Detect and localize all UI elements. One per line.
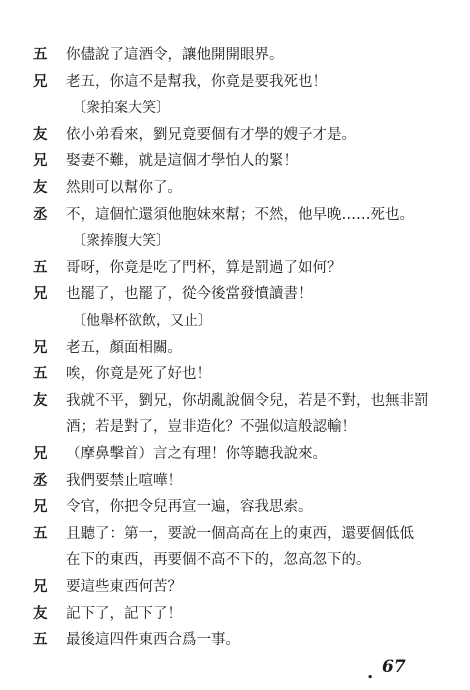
dialogue-text: 我們要禁止喧嘩！ <box>66 472 182 489</box>
speaker-label: 兄 <box>33 72 48 90</box>
stage-direction-text: 〔衆拍案大笑〕 <box>72 100 170 117</box>
dialogue-text: 你儘說了這酒令，讓他開開眼界。 <box>66 47 284 63</box>
page-dot: . <box>367 662 374 683</box>
dialogue-line <box>0 69 470 95</box>
speaker-label: 兄 <box>33 578 48 595</box>
stage-direction <box>0 95 470 121</box>
speaker-label: 五 <box>33 365 48 383</box>
dialogue-text: （摩鼻擊首）言之有理！你等聽我說來。 <box>66 446 327 462</box>
dialogue-text: 記下了，記下了！ <box>66 605 182 622</box>
dialogue-line <box>0 42 470 68</box>
dialogue-line <box>0 148 470 174</box>
dialogue-continuation <box>0 414 470 440</box>
dialogue-line <box>0 281 470 307</box>
page-number: 67 <box>382 657 406 677</box>
stage-direction-text: 〔他舉杯欲飲，又止〕 <box>72 313 212 329</box>
dialogue-text: 老五，你這不是幫我，你竟是要我死也！ <box>66 73 327 90</box>
dialogue-line <box>0 361 470 387</box>
dialogue-text: 娶妻不難，就是這個才學怕人的緊！ <box>66 153 298 170</box>
dialogue-text: 且聽了：第一，要說一個高高在上的東西，還要個低低 <box>66 525 414 542</box>
dialogue-line <box>0 627 470 653</box>
dialogue-text: 老五，顏面相關。 <box>66 339 182 356</box>
dialogue-line <box>0 175 470 201</box>
speaker-label: 兄 <box>33 152 48 170</box>
speaker-label: 兄 <box>33 338 48 356</box>
speaker-label: 五 <box>33 631 48 649</box>
speaker-label: 兄 <box>33 445 48 462</box>
dialogue-line <box>0 388 470 414</box>
speaker-label: 五 <box>33 46 48 63</box>
dialogue-line <box>0 521 470 547</box>
dialogue-line <box>0 441 470 467</box>
dialogue-line <box>0 335 470 361</box>
speaker-label: 友 <box>33 391 48 409</box>
dialogue-text: 也罷了，也罷了，從今後當發憤讀書！ <box>66 286 313 303</box>
speaker-label: 丞 <box>33 205 48 223</box>
dialogue-text: 我就不平，劉兄，你胡亂說個令兒，若是不對，也無非罰 <box>66 392 429 409</box>
speaker-label: 兄 <box>33 285 48 303</box>
dialogue-text: 不，這個忙還須他胞妹來幫；不然，他早晚……死也。 <box>66 206 414 223</box>
dialogue-text: 哥呀，你竟是吃了門杯，算是罰過了如何？ <box>66 259 342 276</box>
dialogue-text: 唉，你竟是死了好也！ <box>66 366 211 383</box>
dialogue-text: 令官，你把令兒再宣一遍，容我思索。 <box>66 499 313 516</box>
speaker-label: 五 <box>33 258 48 276</box>
dialogue-line <box>0 202 470 228</box>
dialogue-line <box>0 494 470 520</box>
speaker-label: 友 <box>33 125 48 143</box>
stage-direction <box>0 228 470 254</box>
dialogue-text: 然則可以幫你了。 <box>66 180 182 196</box>
dialogue-line <box>0 574 470 600</box>
dialogue-text: 依小弟看來，劉兄竟要個有才學的嫂子才是。 <box>66 126 356 143</box>
dialogue-line <box>0 122 470 148</box>
dialogue-line <box>0 468 470 494</box>
speaker-label: 兄 <box>33 498 48 516</box>
dialogue-continuation <box>0 547 470 573</box>
dialogue-text: 酒；若是對了，豈非造化？不强似這般認輸！ <box>66 419 356 436</box>
speaker-label: 丞 <box>33 471 48 489</box>
dialogue-text: 要這些東西何苦？ <box>66 579 182 595</box>
speaker-label: 友 <box>33 179 48 196</box>
speaker-label: 五 <box>33 524 48 542</box>
stage-direction-text: 〔衆捧腹大笑〕 <box>72 233 170 250</box>
stage-direction <box>0 308 470 334</box>
dialogue-line <box>0 255 470 281</box>
dialogue-text: 最後這四件東西合爲一事。 <box>66 632 240 649</box>
speaker-label: 友 <box>33 604 48 622</box>
dialogue-text: 在下的東西，再要個不高不下的，忽高忽下的。 <box>66 552 371 569</box>
dialogue-line <box>0 601 470 627</box>
